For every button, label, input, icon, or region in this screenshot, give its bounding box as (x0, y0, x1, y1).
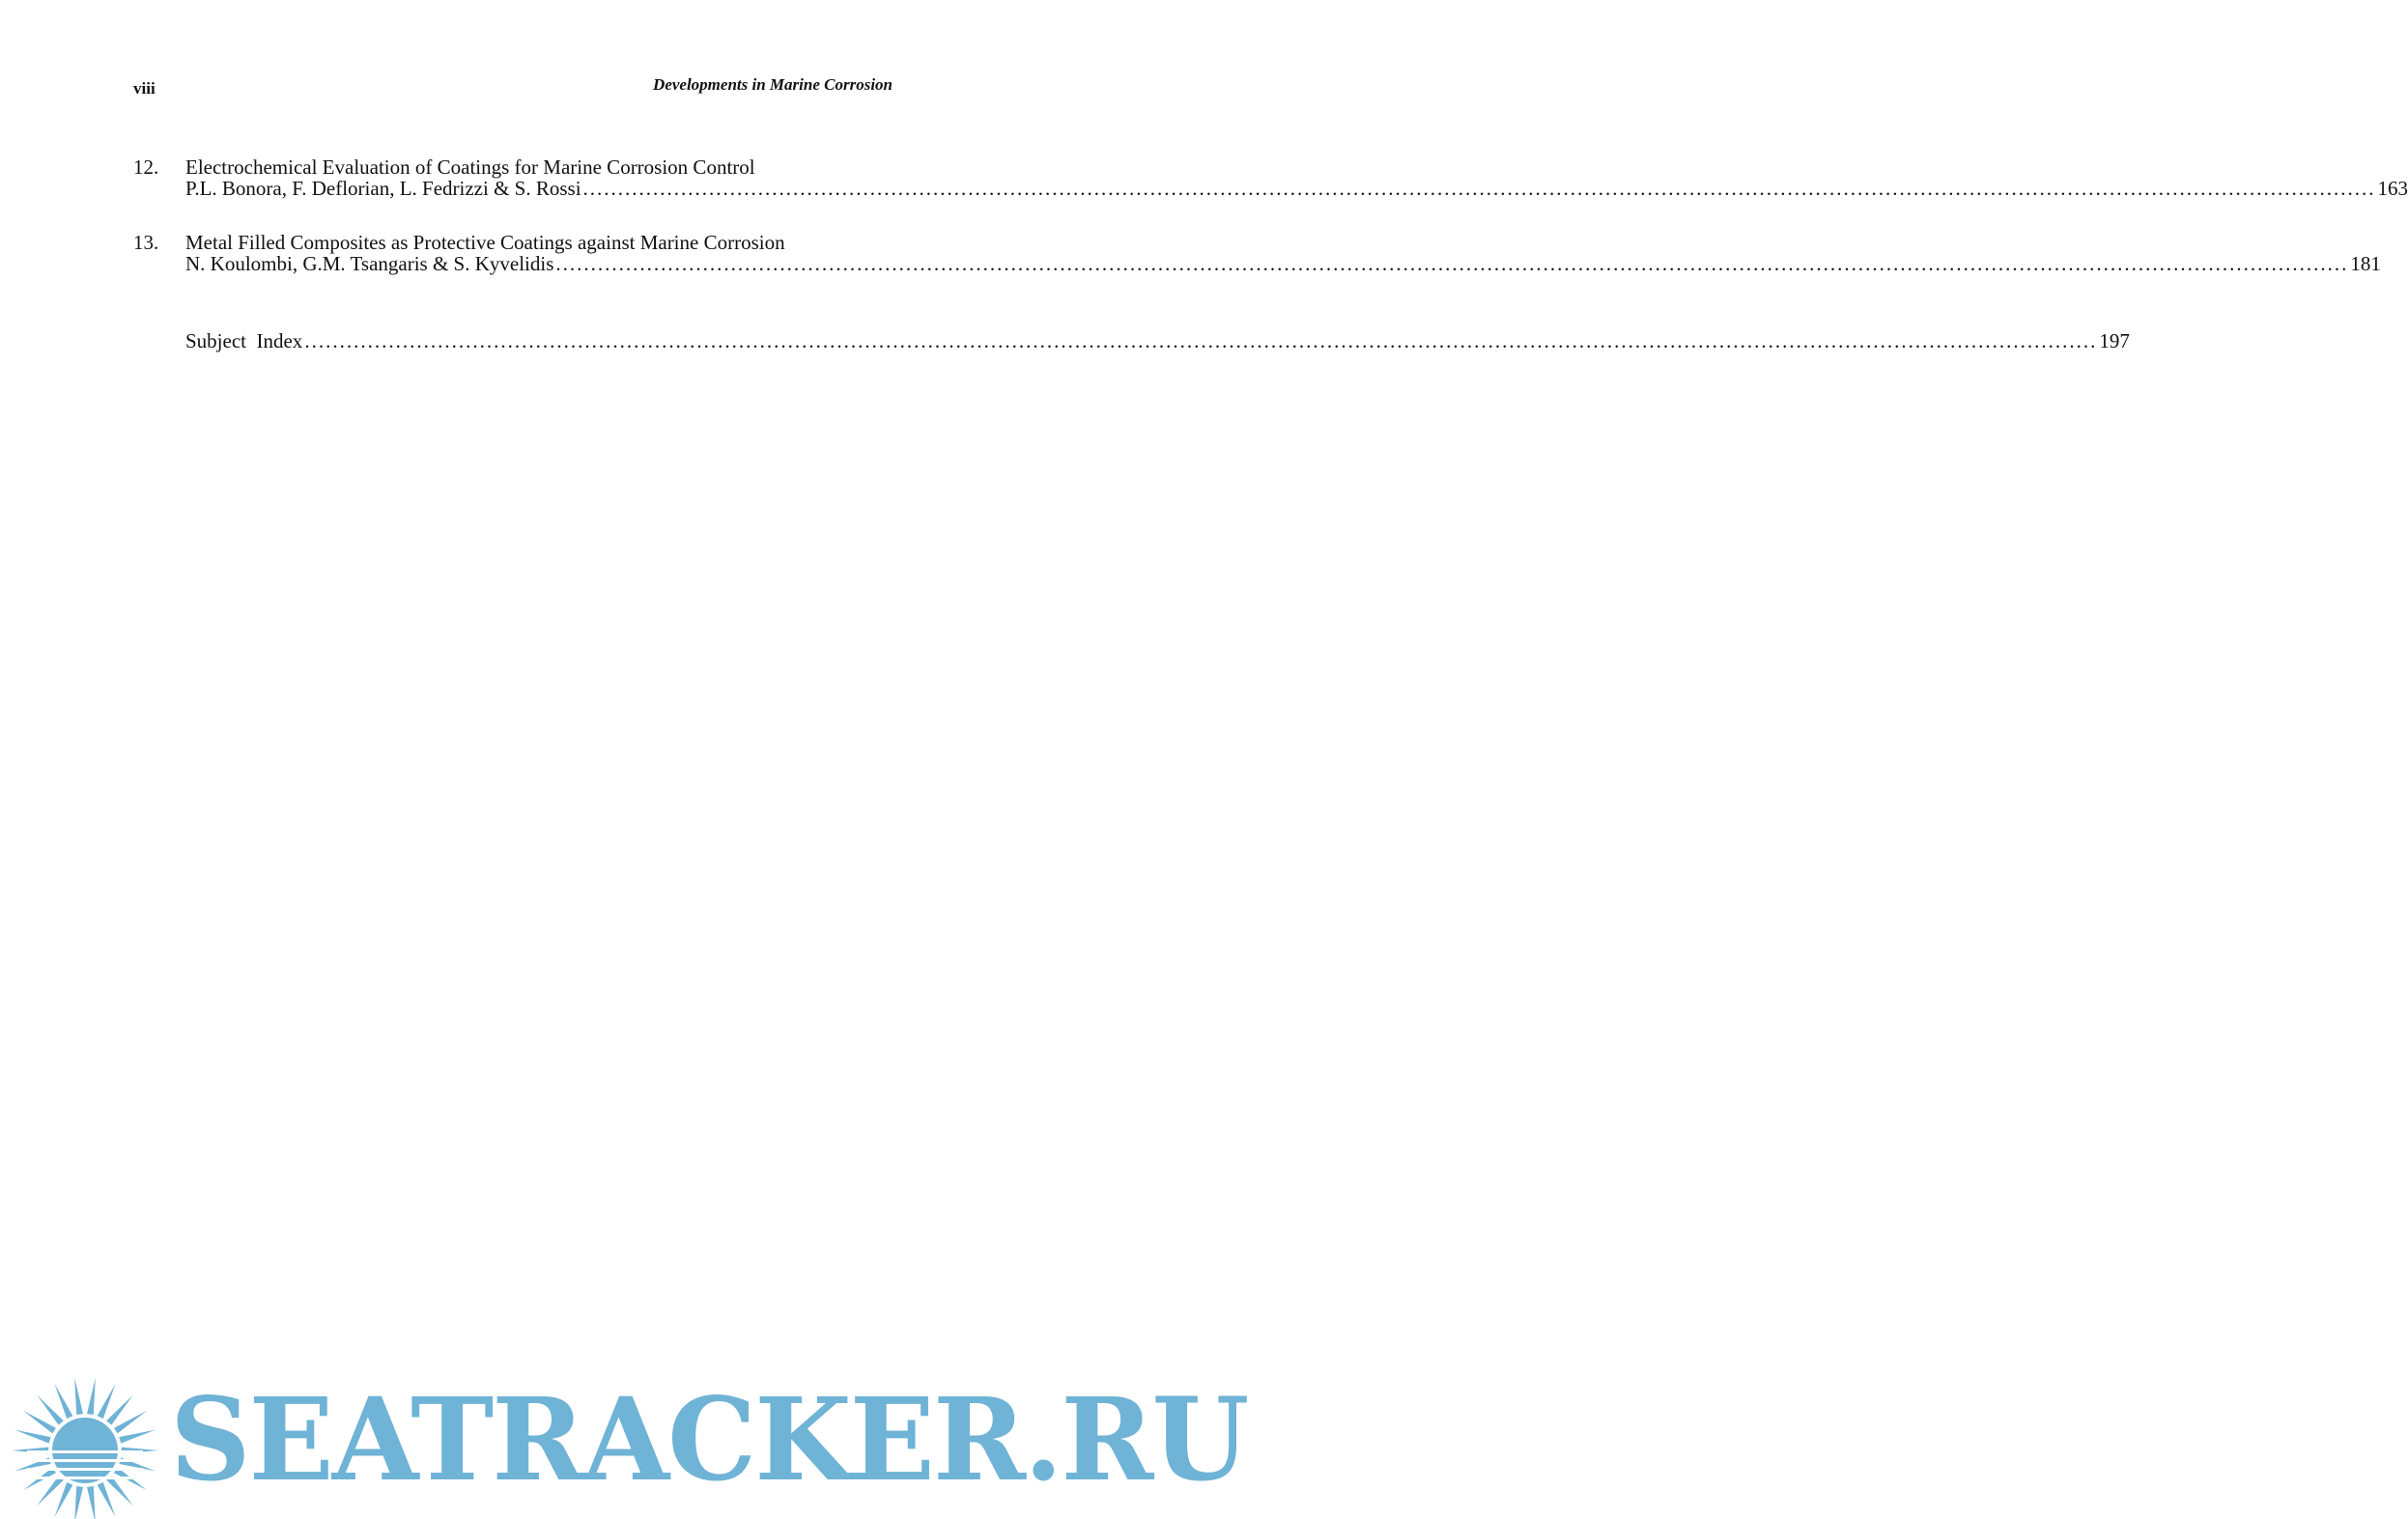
running-title: Developments in Marine Corrosion (653, 75, 892, 94)
entry-author-line (185, 176, 2408, 202)
dot-leader (304, 329, 2097, 353)
entry-page: 163 (2377, 177, 2408, 200)
entry-number: 12. (133, 155, 159, 179)
subject-index-entry (185, 329, 2130, 353)
watermark-text: SEATRACKER.RU (170, 1372, 1248, 1506)
watermark (8, 1362, 1248, 1516)
subject-index-page: 197 (2099, 329, 2130, 352)
subject-index-label: Subject Index (185, 329, 303, 352)
entry-author-line (185, 251, 2381, 277)
dot-leader (555, 251, 2348, 277)
dot-leader (583, 176, 2376, 202)
entry-number: 13. (133, 231, 159, 254)
entry-authors: N. Koulombi, G.M. Tsangaris & S. Kyvelidis (185, 252, 554, 275)
entry-authors: P.L. Bonora, F. Deflorian, L. Fedrizzi & S. Rossi (185, 177, 581, 200)
toc-entry (133, 230, 2381, 288)
page-number: viii (133, 79, 156, 98)
toc-entry (133, 155, 2408, 212)
entry-page: 181 (2350, 252, 2381, 275)
sun-icon (8, 1362, 162, 1516)
entry-title: Electrochemical Evaluation of Coatings for Marine Corrosion Control (185, 155, 755, 179)
entry-title: Metal Filled Composites as Protective Coatings against Marine Corrosion (185, 231, 785, 254)
